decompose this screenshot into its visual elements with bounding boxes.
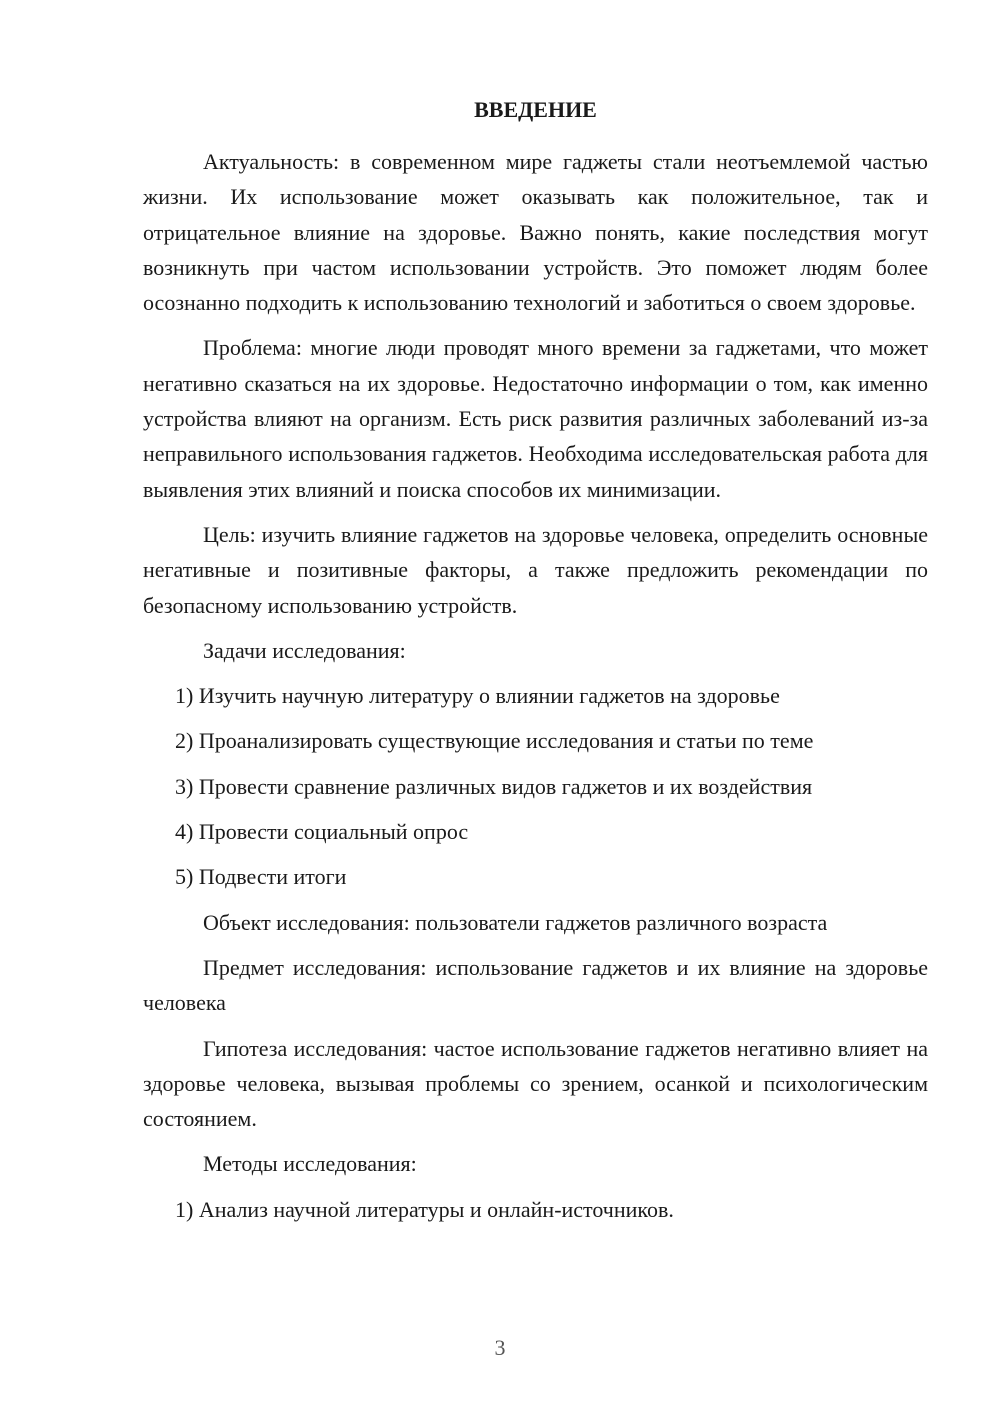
task-item-1: 1) Изучить научную литературу о влиянии гаджетов на здоровье <box>175 683 780 709</box>
document-page <box>143 94 928 1237</box>
task-item-4: 4) Провести социальный опрос <box>175 819 469 845</box>
subject-paragraph: Предмет исследования: использование гаджетов и их влияние на здоровье человека <box>143 954 928 1016</box>
hypothesis-paragraph: Гипотеза исследования: частое использование гаджетов негативно влияет на здоровье человека, вызывая проблемы со зрением, осанкой и психологическим состоянием. <box>143 1035 928 1132</box>
methods-heading: Методы исследования: <box>203 1151 417 1177</box>
section-title: ВВЕДЕНИЕ <box>474 97 597 122</box>
object-paragraph: Объект исследования: пользователи гаджетов различного возраста <box>203 909 828 935</box>
relevance-paragraph: Актуальность: в современном мире гаджеты стали неотъемлемой частью жизни. Их использование может оказывать как положительное, так и отрицательное влияние на здоровье. Важно понять, какие последствия могут возникнуть при частом использовании устройств. Это поможет людям более осознанно подходить к использованию технологий и заботиться о своем здоровье. <box>143 149 928 316</box>
problem-paragraph: Проблема: многие люди проводят много времени за гаджетами, что может негативно сказаться на их здоровье. Недостаточно информации о том, как именно устройства влияют на организм. Есть риск развития различных заболеваний из-за неправильного использования гаджетов. Необходима исследовательская работа для выявления этих влияний и поиска способов их минимизации. <box>143 335 928 502</box>
method-item-1: 1) Анализ научной литературы и онлайн-источников. <box>175 1196 674 1222</box>
task-item-3: 3) Провести сравнение различных видов гаджетов и их воздействия <box>175 773 813 799</box>
page-number: 3 <box>494 1335 506 1360</box>
tasks-heading: Задачи исследования: <box>203 637 406 663</box>
goal-paragraph: Цель: изучить влияние гаджетов на здоровье человека, определить основные негативные и позитивные факторы, а также предложить рекомендации по безопасному использованию устройств. <box>143 521 928 618</box>
task-item-5: 5) Подвести итоги <box>175 864 347 890</box>
task-item-2: 2) Проанализировать существующие исследования и статьи по теме <box>175 728 814 754</box>
